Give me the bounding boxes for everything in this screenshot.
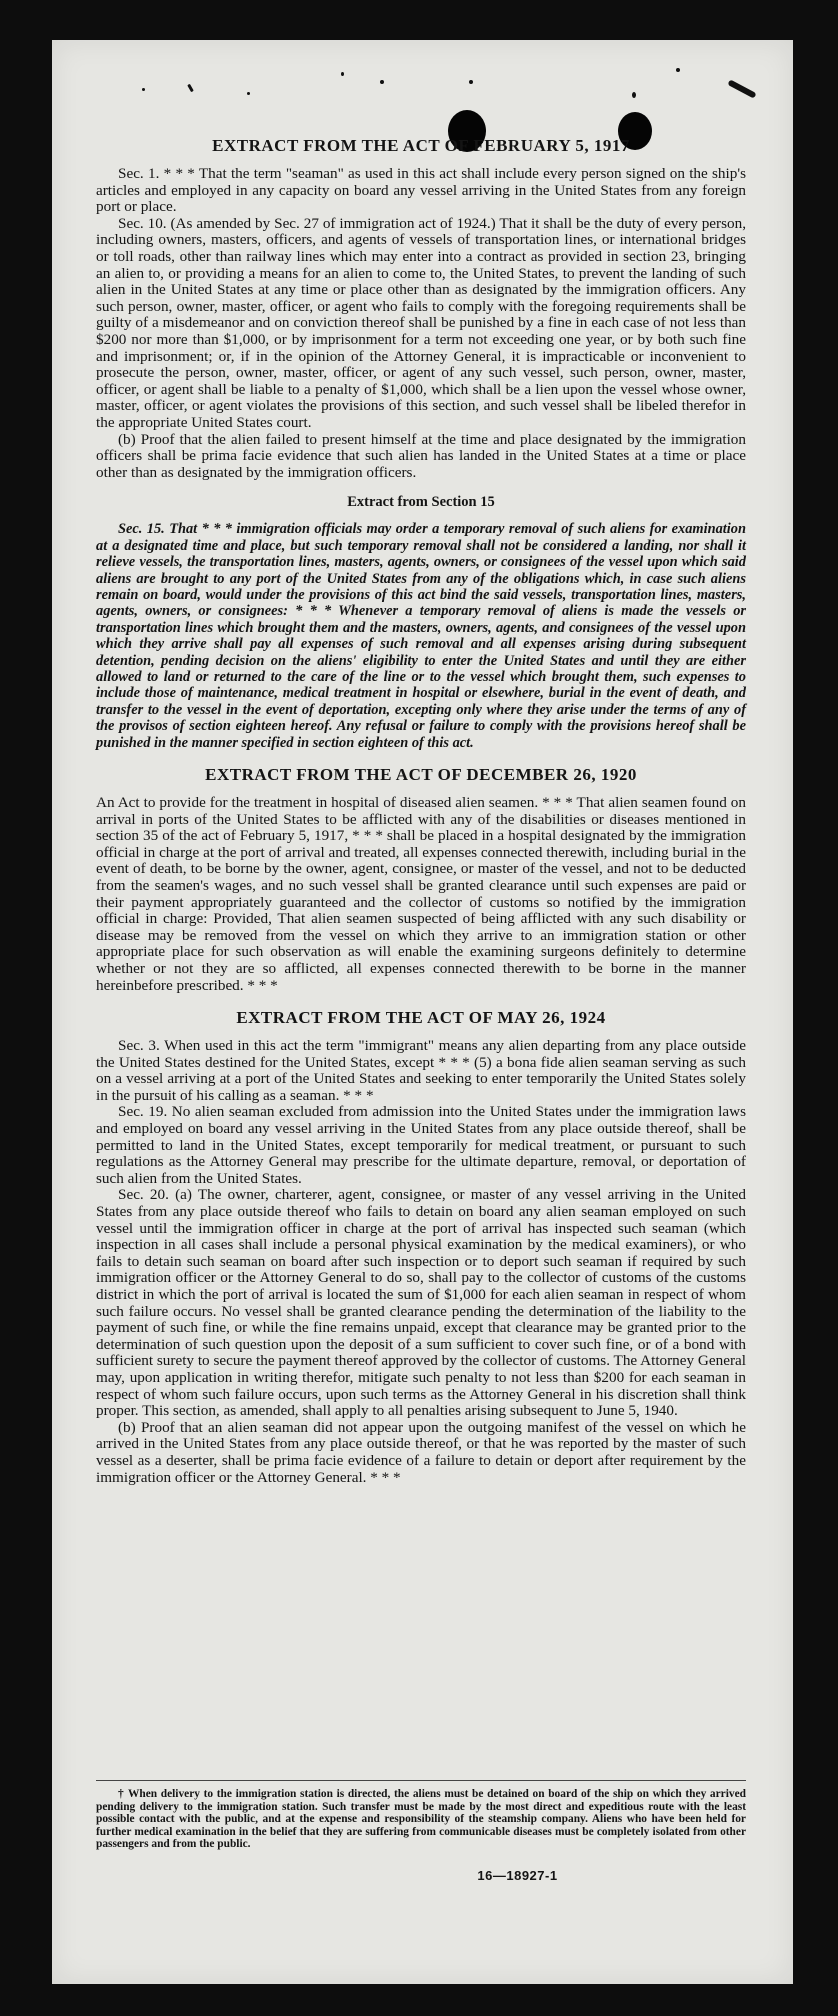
sec-1-paragraph: Sec. 1. * * * That the term "seaman" as used in this act shall include every person signed on the ship's articles and employed in any capacity on board any vessel arriving in the United States from any foreign port or place. xyxy=(96,165,746,216)
heading-act-1924: EXTRACT FROM THE ACT OF MAY 26, 1924 xyxy=(236,1008,606,1028)
form-code: 16—18927-1 xyxy=(477,1868,558,1883)
sec-10b-paragraph: (b) Proof that the alien failed to present himself at the time and place designated by the immigration officers shall be prima facie evidence that such alien has landed in the United States at a time or place other than as designated by the immigration officers. xyxy=(96,430,746,481)
footnote-divider xyxy=(96,1780,746,1781)
scan-speck xyxy=(632,92,636,98)
sec-19-paragraph: Sec. 19. No alien seaman excluded from admission into the United States under the immigration laws and employed on board any vessel arriving in the United States from any place outside thereof, shall be permitted to land in the United States, except temporarily for medical treatment, or pursuant to such regulations as the Attorney General may prescribe for the ultimate departure, removal, or deportation of such alien from the United States. xyxy=(96,1103,746,1187)
sec-20b-paragraph: (b) Proof that an alien seaman did not appear upon the outgoing manifest of the vessel on which he arrived in the United States from any place outside thereof, or that he was reported by the master of such vessel as a deserter, shall be prima facie evidence of a failure to detain or deport after requirement by the immigration officer or the Attorney General. * * * xyxy=(96,1418,746,1486)
act-1920-paragraph: An Act to provide for the treatment in hospital of diseased alien seamen. * * * That alien seamen found on arrival in ports of the United States to be afflicted with any of the disabilities or diseases mentioned in section 35 of the act of February 5, 1917, * * * shall be placed in a hospital designated by the immigration official in charge at the port of arrival and treated, all expenses connected therewith, including burial in the event of death, to be borne by the owner, agent, consignee, or master of the vessel, and not to be deducted from the seamen's wages, and no such vessel shall be granted clearance until such expenses are paid or their payment appropriately guaranteed and the collector of customs so notified by the immigration official in charge: Provided, That alien seamen suspected of being afflicted with any such disability or disease may be removed from the vessel on which they arrive to an immigration station or other appropriate place for such observation as will enable the examining surgeons definitely to determine whether or not they are so afflicted, all expenses connected therewith to be borne in the manner hereinbefore prescribed. * * * xyxy=(96,793,746,994)
document-page xyxy=(52,40,793,1984)
scan-speck xyxy=(469,80,473,84)
document-body xyxy=(96,136,746,1486)
scan-speck xyxy=(142,88,145,91)
scan-speck xyxy=(380,80,384,84)
scan-speck xyxy=(247,92,250,95)
footnote: † When delivery to the immigration station is directed, the aliens must be detained on board of the ship on which they arrived pending delivery to the immigration station. Such transfer must be made by the most direct and expeditious route with the least possible contact with the public, and at the expense and responsibility of the steamship company. Aliens who have been held for further medical examination in the belief that they are suffering from communicable diseases must be completely isolated from other passengers and from the public. xyxy=(96,1788,746,1851)
sec-10-paragraph: Sec. 10. (As amended by Sec. 27 of immigration act of 1924.) That it shall be the duty of every person, including owners, masters, officers, and agents of vessels of transportation lines, or international bridges or toll roads, other than railway lines which may enter into a contract as provided in section 23, bringing an alien to, or providing a means for an alien to come to, the United States, to prevent the landing of such alien in the United States at any time or place other than as designated by the immigration officers. Any such person, owner, master, officer, or agent who fails to comply with the foregoing requirements shall be guilty of a misdemeanor and on conviction thereof shall be punished by a fine in each case of not less than $200 nor more than $1,000, or by imprisonment for a term not exceeding one year, or by both such fine and imprisonment; or, if in the opinion of the Attorney General, it is impracticable or inconvenient to prosecute the person, owner, master, officer, or agent of any such vessel, such person, owner, master, officer, or agent shall be liable to a penalty of $1,000, which shall be a lien upon the vessel whose owner, master, officer, or agent violates the provisions of this section, and such vessel shall be libeled therefor in the appropriate United States court. xyxy=(96,214,746,431)
sec-20a-paragraph: Sec. 20. (a) The owner, charterer, agent, consignee, or master of any vessel arriving in the United States from any place outside thereof who fails to detain on board any alien seaman employed on such vessel until the immigration officer in charge at the port of arrival has inspected such seaman (which inspection in all cases shall include a personal physical examination by the medical examiners), or who fails to detain such seaman on board after such inspection or to deport such seaman if required by such immigration officer or the Attorney General to do so, shall pay to the collector of customs of the customs district in which the port of arrival is located the sum of $1,000 for each alien seaman in respect of whom such failure occurs. No vessel shall be granted clearance pending the determination of the liability to the payment of such fine, or while the fine remains unpaid, except that clearance may be granted prior to the determination of such question upon the deposit of a sum sufficient to cover such fine, or of a bond with sufficient surety to secure the payment thereof approved by the collector of customs. The Attorney General may, upon application in writing therefor, mitigate such penalty to not less than $200 for each seaman in respect of whom such failure occurs, upon such terms as the Attorney General in his discretion shall think proper. This section, as amended, shall apply to all penalties arising subsequent to June 5, 1940. xyxy=(96,1186,746,1420)
scan-speck xyxy=(676,68,680,72)
heading-act-1920: EXTRACT FROM THE ACT OF DECEMBER 26, 1920 xyxy=(205,764,637,784)
scan-speck xyxy=(187,84,194,92)
sec-3-paragraph: Sec. 3. When used in this act the term "immigrant" means any alien departing from any place outside the United States destined for the United States, except * * * (5) a bona fide alien seaman serving as such on a vessel arriving at a port of the United States and seeking to enter temporarily the United States solely in the pursuit of his calling as a seaman. * * * xyxy=(96,1037,746,1104)
scan-speck xyxy=(727,79,756,98)
scan-speck xyxy=(341,72,344,76)
sec-15-paragraph: Sec. 15. That * * * immigration officials may order a temporary removal of such aliens for examination at a designated time and place, but such temporary removal shall not be considered a landing, nor shall it relieve vessels, the transportation lines, masters, agents, owners, or consignees of the vessel upon which said aliens are brought to any port of the United States from any of the obligations which, in case such aliens remain on board, would under the provisions of this act bind the said vessels, transportation lines, masters, agents, owners, or consignees: * * * Whenever a temporary removal of aliens is made the vessels or transportation lines which brought them and the masters, owners, agents, and consignees of the vessel upon which they arrive shall pay all expenses of such removal and all expenses arising during subsequent detention, pending decision on the aliens' eligibility to enter the United States and until they are either allowed to land or returned to the care of the line or to the vessel which brought them, such expenses to include those of maintenance, medical treatment in hospital or elsewhere, burial in the event of death, and transfer to the vessel in the event of deportation, excepting only where they arise under the terms of any of the provisos of section eighteen hereof. Any refusal or failure to comply with the provisions hereof shall be punished in the manner specified in section eighteen of this act. xyxy=(96,521,746,751)
heading-act-1917: EXTRACT FROM THE ACT OF FEBRUARY 5, 1917 xyxy=(212,136,630,155)
heading-section-15: Extract from Section 15 xyxy=(347,494,495,511)
